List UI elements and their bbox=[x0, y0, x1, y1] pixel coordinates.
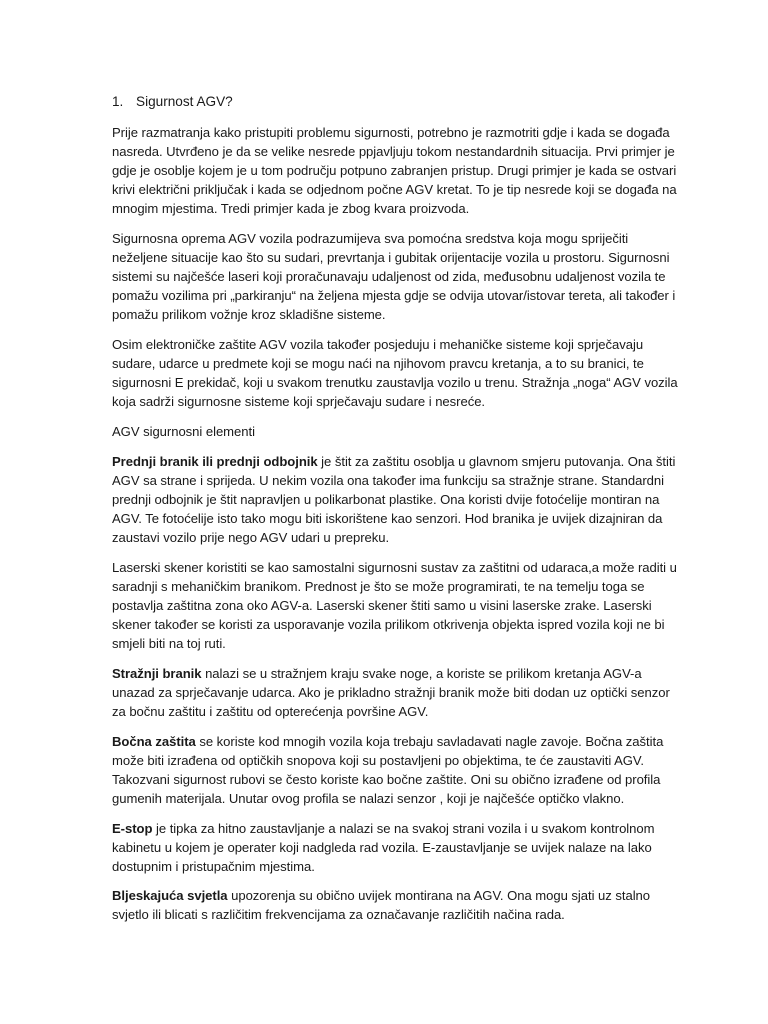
term-front-bumper: Prednji branik ili prednji odbojnik bbox=[112, 453, 318, 469]
paragraph-e-stop bbox=[112, 819, 682, 876]
paragraph-side-protection bbox=[112, 732, 682, 808]
text-rear-bumper: nalazi se u stražnjem kraju svake noge, a koriste se prilikom kretanja AGV-a unazad za sprječavanje udarca. Ako je prikladno stražnji branik može biti dodan uz optički senzor za bočnu zaštitu i zaštitu od opterećenja površine AGV. bbox=[112, 665, 670, 720]
paragraph-laser-scanner: Laserski skener koristiti se kao samostalni sigurnosni sustav za zaštitni od udaraca,a može raditi u saradnji s mehaničkim branikom. Prednost je što se može programirati, te na temelju toga se postavlja zaštitna zona oko AGV-a. Laserski skener štiti samo u visini laserske zrake. Laserski skener također se koristi za usporavanje vozila prilikom otkrivenja objekta ispred vozila koji ne bi smjeli biti na toj ruti. bbox=[112, 559, 677, 652]
paragraph-warning-lights bbox=[112, 886, 682, 924]
paragraph-rear-bumper bbox=[112, 664, 682, 721]
text-front-bumper: je štit za zaštitu osoblja u glavnom smjeru putovanja. Ona štiti AGV sa strane i sprijeda. U nekim vozila ona također ima funkciju sa stražnje strane. Standardni prednji odbojnik je štit napravljen u polikarbonat plastike. Ona koristi dvije fotoćelije montiran na AGV. Te fotoćelije isto tako mogu biti iskorištene kao senzori. Hod branika je uvijek dizajniran da zaustavi vozilo prije nego AGV udari u prepreku. bbox=[112, 453, 676, 546]
paragraph-intro: Prije razmatranja kako pristupiti problemu sigurnosti, potrebno je razmotriti gdje i kada se događa nasreda. Utvrđeno je da se velike nesrede ppjavljuju tokom nestandardnih situacija. Prvi primjer je gdje je osoblje kojem je u tom području potpuno zabranjen pristup. Drugi primjer je kada se ostvari krivi električni priključak i kada se odjednom počne AGV kretat. To je tip nesrede koji se događa na mnogim mjestima. Tredi primjer kada je zbog kvara proizvoda. bbox=[112, 125, 677, 217]
term-e-stop: E-stop bbox=[112, 820, 153, 836]
term-rear-bumper: Stražnji branik bbox=[112, 665, 202, 681]
term-warning-lights: Bljeskajuća svjetla bbox=[112, 888, 228, 904]
section-number: 1. bbox=[112, 94, 124, 109]
text-e-stop: je tipka za hitno zaustavljanje a nalazi se na svakoj strani vozila i u svakom kontrolnom kabinetu u kojem je operater koji nadgleda rad vozila. E-zaustavljanje se uvijek nalaze na lako dostupnim i pristupačnim mjestima. bbox=[112, 820, 655, 874]
text-warning-lights: upozorenja su obično uvijek montirana na AGV. Ona mogu sjati uz stalno svjetlo ili blicati s različitim frekvencijama za označavanje različitih načina rada. bbox=[112, 888, 651, 923]
section-title: Sigurnost AGV? bbox=[136, 94, 233, 109]
text-side-protection: se koriste kod mnogih vozila koja trebaju savladavati nagle zavoje. Bočna zaštita može biti izrađena od optičkih snopova koji su postavljeni po objektima, te će zaustaviti AGV. Takozvani sigurnost rubovi se često koriste kao bočne zaštite. Oni su obično izrađene od profila gumenih materijala. Unutar ovog profila se nalazi senzor , koji je najčešće optičko vlakno. bbox=[112, 733, 664, 806]
paragraph-safety-equipment: Sigurnosna oprema AGV vozila podrazumijeva sva pomoćna sredstva koja mogu spriječiti neželjene situacije kao što su sudari, prevrtanja i gubitak orijentacije vozila u prostoru. Sigurnosni sistemi su najčešće laseri koji proračunavaju udaljenost od zida, međusobnu udaljenost vozila te pomažu vozilima pri „parkiranju“ na željena mjesta gdje se odvija utovar/istovar tereta, ali također i pomažu prilikom vožnje kroz skladišne sisteme. bbox=[112, 230, 676, 323]
term-side-protection: Bočna zaštita bbox=[112, 733, 196, 749]
section-heading bbox=[112, 92, 682, 111]
paragraph-front-bumper bbox=[112, 452, 682, 547]
subheading-safety-elements: AGV sigurnosni elementi bbox=[112, 423, 255, 439]
paragraph-mechanical-systems: Osim elektroničke zaštite AGV vozila također posjeduju i mehaničke sisteme koji sprječavaju sudare, udarce u predmete koji se mogu naći na njihovom pravcu kretanja, a to su branici, te sigurnosni E prekidač, koji u svakom trenutku zaustavlja vozilo u trenu. Stražnja „noga“ AGV vozila koja sadrži sigurnosne sisteme koji sprječavaju sudare i nesreće. bbox=[112, 336, 678, 410]
